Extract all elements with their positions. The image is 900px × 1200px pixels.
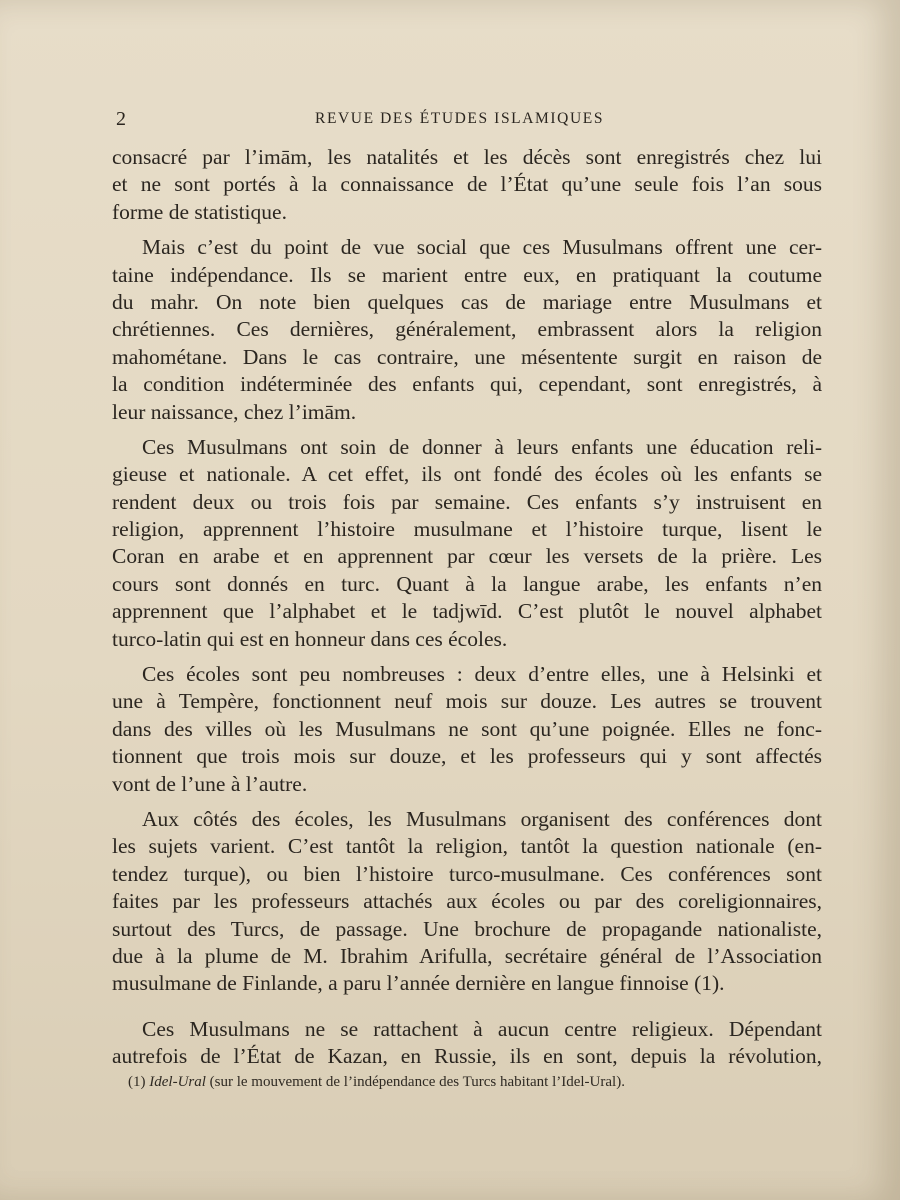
page-header xyxy=(110,108,820,132)
text-line: Ces écoles sont peu nombreuses : deux d’entre elles, une à Helsinki et xyxy=(142,662,822,687)
text-line: consacré par l’imām, les natalités et les décès sont enregistrés chez lui xyxy=(112,145,822,169)
paragraph xyxy=(112,144,822,226)
text-line: une à Tempère, fonctionnent neuf mois sur douze. Les autres se trouvent xyxy=(112,689,822,714)
footnote-title: Idel-Ural xyxy=(149,1074,206,1090)
text-line: musulmane de Finlande, a paru l’année dernière en langue finnoise (1). xyxy=(112,971,725,996)
text-line: vont de l’une à l’autre. xyxy=(112,771,308,796)
text-line: tionnent que trois mois sur douze, et les professeurs qui y sont affectés xyxy=(112,744,822,769)
text-line: apprennent que l’alphabet et le tadjwīd. C’est plutôt le nouvel alphabet xyxy=(112,599,822,624)
paragraph xyxy=(112,234,822,426)
text-line: Aux côtés des écoles, les Musulmans organisent des conférences dont xyxy=(142,806,822,831)
paragraph xyxy=(112,1016,822,1071)
text-line: mahométane. Dans le cas contraire, une mésentente surgit en raison de xyxy=(112,344,822,369)
text-line: turco-latin qui est en honneur dans ces écoles. xyxy=(112,626,508,651)
text-line: Ces Musulmans ne se rattachent à aucun centre religieux. Dépendant xyxy=(142,1016,822,1041)
text-line: les sujets varient. C’est tantôt la religion, tantôt la question nationale (en- xyxy=(112,834,822,859)
text-line: Ces Musulmans ont soin de donner à leurs enfants une éducation reli- xyxy=(142,434,822,459)
text-line: dans des villes où les Musulmans ne sont qu’une poignée. Elles ne fonc- xyxy=(112,716,822,741)
paragraph xyxy=(112,434,822,653)
text-line: forme de statistique. xyxy=(112,199,287,224)
text-line: du mahr. On note bien quelques cas de mariage entre Musulmans et xyxy=(112,289,822,314)
footnote xyxy=(128,1074,625,1091)
paragraph xyxy=(112,806,822,998)
text-line: rendent deux ou trois fois par semaine. Ces enfants s’y instruisent en xyxy=(112,489,822,514)
text-line: gieuse et nationale. A cet effet, ils ont fondé des écoles où les enfants se xyxy=(112,462,822,487)
text-line: faites par les professeurs attachés aux écoles ou par des coreligionnaires, xyxy=(112,889,822,914)
text-line: chrétiennes. Ces dernières, généralement, embrassent alors la religion xyxy=(112,317,822,342)
text-line: taine indépendance. Ils se marient entre eux, en pratiquant la coutume xyxy=(112,262,822,287)
text-line: due à la plume de M. Ibrahim Arifulla, secrétaire général de l’Association xyxy=(112,943,822,968)
text-line: religion, apprennent l’histoire musulmane et l’histoire turque, lisent le xyxy=(112,517,822,542)
running-title: REVUE DES ÉTUDES ISLAMIQUES xyxy=(315,110,605,127)
text-line: autrefois de l’État de Kazan, en Russie, ils en sont, depuis la révolution, xyxy=(112,1044,822,1069)
text-line: cours sont donnés en turc. Quant à la langue arabe, les enfants n’en xyxy=(112,571,822,596)
footnote-text: (sur le mouvement de l’indépendance des Turcs habitant l’Idel-Ural). xyxy=(209,1074,625,1090)
body-text xyxy=(112,144,822,1079)
paragraph xyxy=(112,661,822,798)
footnote-marker: (1) xyxy=(128,1074,146,1090)
text-line: Coran en arabe et en apprennent par cœur les versets de la prière. Les xyxy=(112,544,822,569)
text-line: Mais c’est du point de vue social que ces Musulmans offrent une cer- xyxy=(142,235,822,260)
text-line: et ne sont portés à la connaissance de l’État qu’une seule fois l’an sous xyxy=(112,172,822,197)
text-line: tendez turque), ou bien l’histoire turco-musulmane. Ces conférences sont xyxy=(112,861,822,886)
text-line: la condition indéterminée des enfants qui, cependant, sont enregistrés, à xyxy=(112,372,822,397)
text-line: surtout des Turcs, de passage. Une brochure de propagande nationaliste, xyxy=(112,916,822,941)
page-number: 2 xyxy=(116,108,126,130)
text-line: leur naissance, chez l’imām. xyxy=(112,399,357,424)
